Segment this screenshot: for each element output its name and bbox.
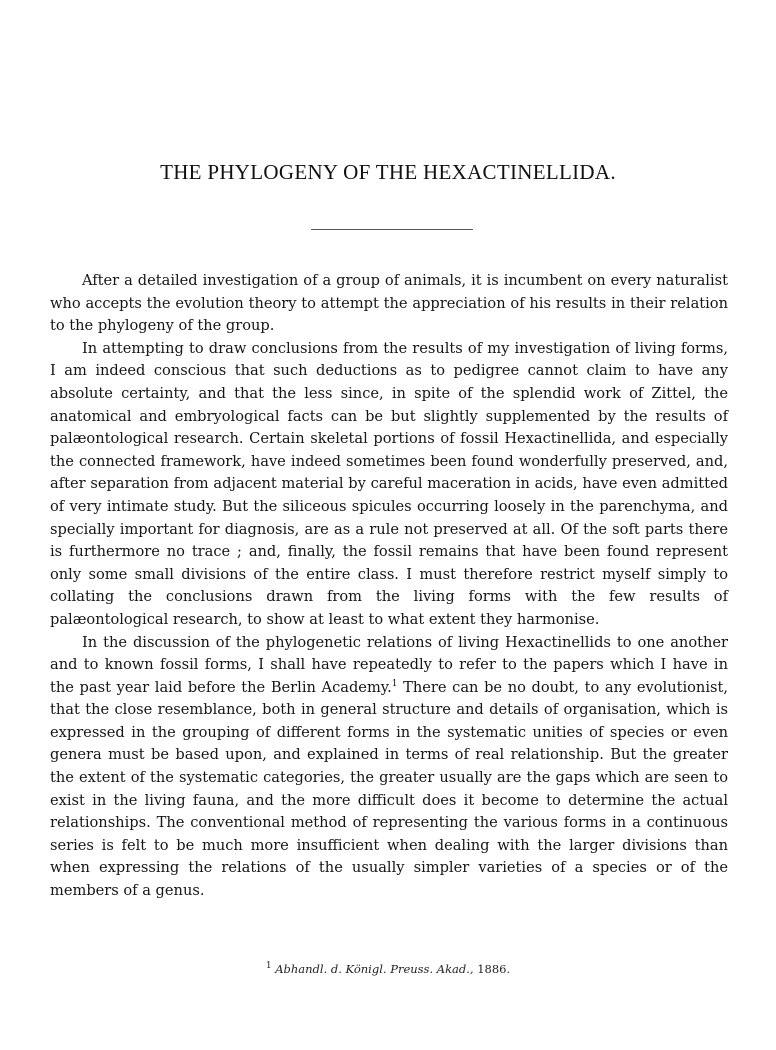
paragraph-2: In attempting to draw conclusions from the results of my investigation of living forms, I am indeed conscious that such deductions as to pedigree cannot claim to have any absolute certainty, and that the less since, in spite of the splendid work of Zittel, the anatomical and embryological facts can be but slightly supplemented by the results of palæontological research. Certain skeletal portions of fossil Hexactinellida, and especially the connected framework, have indeed sometimes been found wonderfully preserved, and, after separation from adjacent material by careful maceration in acids, have even admitted of very intimate study. But the siliceous spicules occurring loosely in the parenchyma, and specially important for diagnosis, are as a rule not preserved at all. Of the soft parts there is furthermore no trace ; and, finally, the fossil remains that have been found represent only some small divisions of the entire class. I must therefore restrict myself simply to collating the conclusions drawn from the living forms with the few results of palæontological research, to show at least to what extent they harmonise. (50, 339, 728, 628)
page-title: THE PHYLOGENY OF THE HEXACTINELLIDA. (160, 160, 616, 184)
footnote-marker: 1 (265, 961, 272, 972)
footnote (0, 962, 776, 976)
footnote-year: 1886. (477, 962, 511, 976)
title-divider (311, 229, 473, 230)
body-text (50, 270, 728, 903)
paragraph-1: After a detailed investigation of a group of animals, it is incumbent on every naturalist who accepts the evolution theory to attempt the appreciation of his results in their relation to the phylogeny of the group. (50, 272, 728, 335)
paragraph-3-before: In the discussion of the phylogenetic relations of living Hexactinellids to one another and to known fossil forms, I shall have repeatedly to refer to the papers which I have in the past year laid before the Berlin Academy. (50, 633, 728, 696)
paragraph-3-after: There can be no doubt, to any evolutionist, that the close resemblance, both in general structure and details of organisation, which is expressed in the grouping of different forms in the systematic unities of species or even genera must be based upon, and explained in terms of real relationship. But the greater the extent of the systematic categories, the greater usually are the gaps which are seen to exist in the living fauna, and the more difficult does it become to determine the actual relationships. The conventional method of representing the various forms in a continuous series is felt to be much more insufficient when dealing with the larger divisions than when expressing the relations of the usually simpler varieties of a species or of the members of a genus. (50, 678, 728, 900)
paragraph-3 (50, 632, 728, 903)
footnote-reference: 1 (391, 678, 398, 689)
footnote-source: Abhandl. d. Königl. Preuss. Akad., (275, 962, 474, 976)
